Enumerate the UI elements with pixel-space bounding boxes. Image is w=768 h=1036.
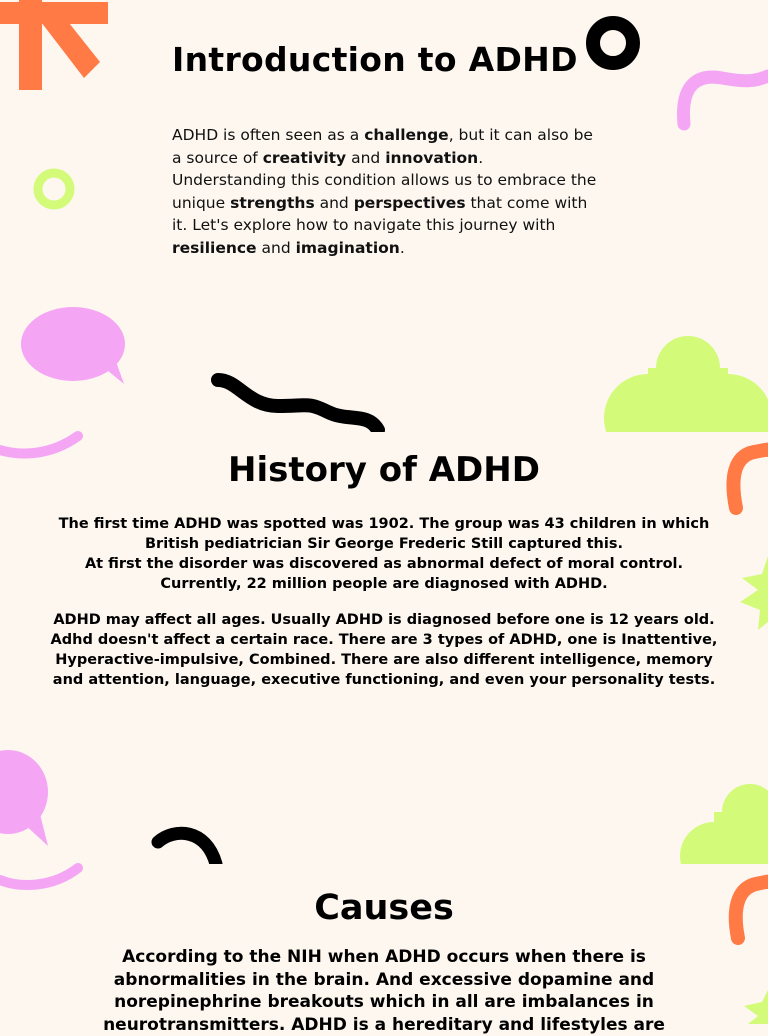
pink-squiggle-shape	[670, 62, 768, 134]
slide-introduction	[0, 0, 768, 432]
history-paragraph: ADHD may affect all ages. Usually ADHD is diagnosed before one is 12 years old.	[53, 612, 715, 628]
pink-speech-bubble-shape	[20, 304, 130, 386]
intro-emphasis: creativity	[262, 148, 347, 167]
intro-emphasis: challenge	[364, 126, 449, 144]
intro-text: .	[399, 238, 405, 257]
history-paragraph: The first time ADHD was spotted was 1902. The group was 43 children in which British pediatrician Sir George Frederic Still captured this.	[58, 516, 710, 552]
history-title: History of ADHD	[228, 450, 540, 490]
pink-speech-bubble-shape	[0, 746, 56, 848]
intro-title: Introduction to ADHD	[172, 40, 578, 79]
causes-paragraph: According to the NIH when ADHD occurs when there is abnormalities in the brain. And excessive dopamine and norepinephrine breakouts which in all are imbalances in neurotransmitters. ADHD is a hereditary and lifestyles are	[103, 947, 665, 1035]
intro-paragraph	[172, 124, 602, 259]
lime-star-shape	[738, 990, 768, 1024]
black-arc-shape	[150, 824, 230, 864]
intro-text: , but it can also be a source of	[172, 126, 593, 167]
intro-text: ADHD is often seen as a	[172, 126, 365, 144]
black-wave-shape	[208, 372, 388, 432]
orange-star-burst-shape	[0, 0, 110, 92]
intro-emphasis: innovation	[385, 148, 479, 167]
history-paragraph: At first the disorder was discovered as abnormal defect of moral control.	[84, 556, 684, 572]
history-paragraph: Currently, 22 million people are diagnosed with ADHD.	[160, 576, 608, 592]
black-ring-shape	[584, 14, 644, 74]
history-body	[40, 514, 728, 690]
history-paragraph: Adhd doesn't affect a certain race. There are 3 types of ADHD, one is Inattentive, Hyperactive-impulsive, Combined. There are also different intelligence, memory and attention, language, executive functioning, and even your personality tests.	[50, 632, 718, 688]
lime-star-shape	[734, 556, 768, 642]
lime-clover-shape	[680, 782, 768, 864]
intro-text: . Understanding this condition allows us to embrace the unique	[172, 148, 597, 212]
intro-text: and	[256, 238, 296, 257]
lime-clover-shape	[600, 328, 768, 432]
slide-history	[0, 432, 768, 864]
intro-emphasis: imagination	[295, 238, 400, 257]
intro-text: and	[314, 193, 354, 212]
lime-ring-shape	[30, 166, 78, 214]
slide-causes	[0, 864, 768, 1035]
intro-text: and	[346, 148, 386, 167]
intro-emphasis: strengths	[230, 193, 315, 212]
causes-title: Causes	[314, 888, 454, 928]
intro-text: that come with it. Let's explore how to navigate this journey with	[172, 193, 588, 234]
intro-emphasis: resilience	[172, 238, 257, 257]
intro-emphasis: perspectives	[353, 193, 466, 212]
